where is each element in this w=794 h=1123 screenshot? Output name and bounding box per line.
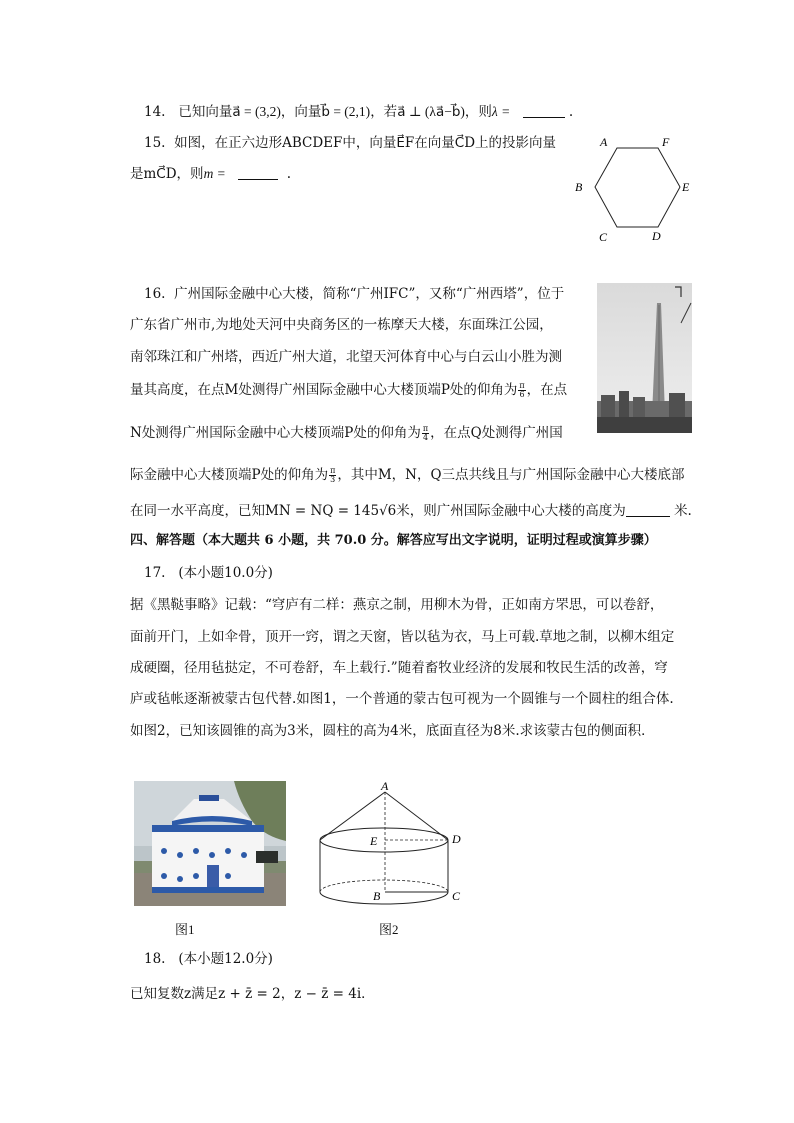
point-label-a: A <box>381 780 389 793</box>
answer-blank[interactable] <box>523 117 565 118</box>
q16-text: 米. <box>674 503 692 519</box>
q15-text: 如图，在正六边形ABCDEF中，向量E⃗F在向量C⃗D上的投影向量 <box>174 135 557 151</box>
angle-fraction-2 <box>422 425 429 442</box>
bottom-ellipse-back <box>320 880 448 892</box>
frac-den: 6 <box>519 390 525 399</box>
frac-num: π <box>330 466 336 475</box>
point-label-d: D <box>452 832 461 846</box>
frac-den: 4 <box>422 433 429 442</box>
section4-heading: 四、解答题（本大题共 6 小题，共 70.0 分。解答应写出文字说明，证明过程或演算步骤） <box>130 533 657 548</box>
vertex-label-f: F <box>662 135 670 149</box>
angle-fraction-1 <box>518 382 525 399</box>
angle-fraction-3 <box>329 467 336 484</box>
figure2-caption: 图2 <box>379 922 399 937</box>
hexagon-diagram <box>570 130 695 245</box>
vertex-label-e: E <box>682 180 690 194</box>
hexagon-shape <box>595 148 680 227</box>
perpendicular-condition: a⃗ ⊥ (λa⃗−b⃗) <box>397 104 465 119</box>
frac-num: π <box>519 381 525 390</box>
q18-header <box>144 950 273 968</box>
q17-line2: 面前开门，上如伞骨，顶开一窍，谓之天窗，皆以毡为衣，马上可载.草地之制，以柳木组定 <box>130 629 675 645</box>
q17-line5: 如图2，已知该圆锥的高为3米，圆柱的高为4米，底面直径为8米.求该蒙古包的侧面积． <box>130 723 655 739</box>
q16-text: ，其中M，N，Q三点共线且与广州国际金融中心大楼底部 <box>337 467 685 483</box>
cone-edge-left <box>320 792 385 840</box>
vertex-label-c: C <box>599 230 608 244</box>
vertex-label-a: A <box>600 135 608 149</box>
q16-line6 <box>130 466 685 484</box>
q15-end: . <box>286 166 291 182</box>
q14-text: ，向量 <box>280 104 322 120</box>
q16-line5 <box>130 424 563 442</box>
vertex-label-b: B <box>575 180 583 194</box>
lambda-label: λ = <box>491 104 511 119</box>
yurt-diagram <box>312 780 472 908</box>
figure1-caption: 图1 <box>175 922 195 937</box>
q16-text: 量其高度，在点M处测得广州国际金融中心大楼顶端P处的仰角为 <box>130 382 518 398</box>
q18-line1: 已知复数z满足z + z̄ = 2，z − z̄ = 4i． <box>130 986 375 1002</box>
car <box>256 851 278 863</box>
q16-text: 在同一水平高度，已知MN = NQ = 145√6米，则广州国际金融中心大楼的高度为 <box>130 503 626 519</box>
q14-text: 已知向量 <box>178 104 233 120</box>
q16-text: 广州国际金融中心大楼，简称“广州IFC”，又称“广州西塔”，位于 <box>174 286 565 302</box>
q15-number: 15. <box>144 135 166 151</box>
tower-photo <box>597 283 692 433</box>
cone-edge-right <box>385 792 448 840</box>
q17-line1: 据《黑鞑事略》记载：“穹庐有二样：燕京之制，用柳木为骨，正如南方罘思，可以卷舒， <box>130 597 664 613</box>
q16-text: ，在点 <box>526 382 568 398</box>
q16-line3: 南邻珠江和广州塔，西近广州大道，北望天河体育中心与白云山小胜为测 <box>130 349 562 365</box>
frac-num: π <box>422 424 429 433</box>
q16-text: 际金融中心大楼顶端P处的仰角为 <box>130 467 329 483</box>
q14-line <box>144 103 573 121</box>
bottom-ellipse-front <box>320 892 448 904</box>
q15-line1 <box>144 134 556 152</box>
q14-text: ，若 <box>370 104 398 120</box>
q16-line7 <box>130 502 692 520</box>
q16-number: 16. <box>144 286 166 302</box>
m-label: m = <box>203 166 226 181</box>
q16-text: ，在点Q处测得广州国 <box>430 425 563 441</box>
q16-line1 <box>144 285 564 303</box>
q17-number: 17. <box>144 565 166 581</box>
vector-a: a⃗ = (3,2) <box>232 104 281 119</box>
q16-line4 <box>130 381 567 399</box>
q17-line4: 庐或毡帐逐渐被蒙古包代替.如图1，一个普通的蒙古包可视为一个圆锥与一个圆柱的组合体. <box>130 691 674 707</box>
q14-text: ，则 <box>464 104 492 120</box>
q17-line3: 成硬圈，径用毡挞定，不可卷舒，车上载行.”随着畜牧业经济的发展和牧民生活的改善，穹 <box>130 660 668 676</box>
q15-line2 <box>130 165 291 183</box>
q14-end: . <box>568 104 574 120</box>
vector-b: b⃗ = (2,1) <box>321 104 371 119</box>
top-ellipse <box>320 828 448 852</box>
q14-number: 14. <box>144 104 166 120</box>
q16-text: N处测得广州国际金融中心大楼顶端P处的仰角为 <box>130 425 421 441</box>
q15-text: 是mC⃗D，则 <box>130 166 204 182</box>
answer-blank[interactable] <box>238 179 278 180</box>
q18-score: (本小题12.0分) <box>178 951 273 967</box>
frac-den: 3 <box>330 475 336 484</box>
q18-number: 18. <box>144 951 166 967</box>
q17-score: (本小题10.0分) <box>178 565 273 581</box>
point-label-b: B <box>373 889 381 903</box>
yurt-photo <box>134 781 286 906</box>
point-label-e: E <box>370 834 378 848</box>
answer-blank[interactable] <box>626 516 670 517</box>
q17-header <box>144 564 273 582</box>
vertex-label-d: D <box>652 229 661 243</box>
point-label-c: C <box>452 889 461 903</box>
q16-line2: 广东省广州市,为地处天河中央商务区的一栋摩天大楼，东面珠江公园， <box>130 317 553 333</box>
